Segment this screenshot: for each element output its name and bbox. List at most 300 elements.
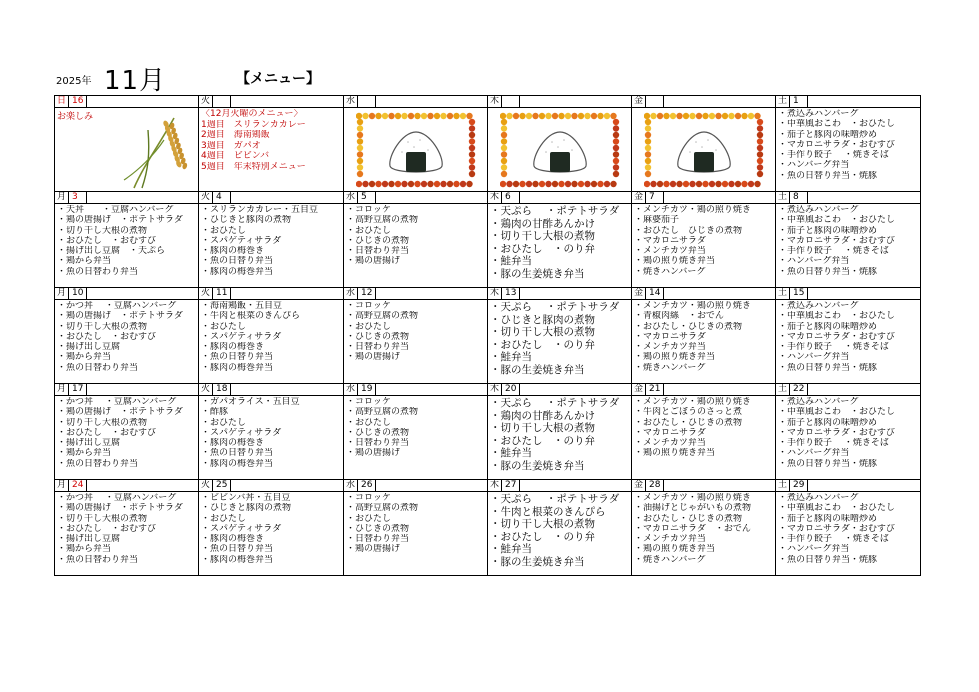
menu-item: ・切り干し大根の煮物 (490, 230, 595, 242)
day-menu-cell (55, 204, 199, 288)
day-menu-cell (344, 396, 488, 480)
menu-item: ・ハンバーグ弁当 (778, 352, 850, 363)
menu-item: ・おひたし ・のり弁 (490, 338, 595, 351)
day-number: 13 (502, 288, 520, 299)
menu-item: ・鶏の唐揚げ ・ポテトサラダ (57, 407, 183, 418)
menu-item: ・コロッケ (346, 493, 391, 503)
day-header (632, 96, 776, 108)
day-menu-cell (776, 300, 921, 384)
menu-item: ・おひたし ・のり弁 (490, 530, 595, 543)
weekday-label: 木 (488, 192, 502, 203)
menu-item: ・煮込みハンバーグ (778, 205, 859, 215)
menu-item: ・揚げ出し豆腐 ・天ぷら (57, 246, 166, 257)
menu-item: ・豚の生姜焼き弁当 (490, 459, 585, 472)
menu-item: ・マカロニサラダ・おむすび (778, 427, 895, 438)
menu-item: ・煮込みハンバーグ (778, 301, 859, 311)
weekday-label: 火 (199, 480, 213, 491)
menu-item: ・高野豆腐の煮物 (346, 407, 419, 418)
day-menu-cell (55, 108, 199, 192)
menu-item: ・天丼 ・豆腐ハンバーグ (57, 205, 174, 215)
menu-list (344, 492, 487, 555)
menu-item: ・メンチカツ弁当 (634, 534, 706, 545)
menu-item: ・揚げ出し豆腐 (57, 438, 121, 449)
menu-item: ・鶏から弁当 (57, 448, 112, 459)
menu-item: ・鶏から弁当 (57, 352, 112, 363)
day-menu-cell (488, 204, 632, 288)
day-number: 19 (358, 384, 376, 395)
menu-item: ・切り干し大根の煮物 (57, 513, 148, 524)
menu-item: ・手作り餃子 ・焼きそば (778, 534, 889, 545)
menu-item: ・豚の生姜焼き弁当 (490, 555, 585, 568)
menu-item: ・マカロニサラダ (634, 331, 706, 342)
menu-list (55, 300, 198, 373)
day-number: 21 (646, 384, 664, 395)
menu-item: ・中華風おこわ ・おひたし (778, 407, 896, 418)
menu-list (776, 396, 920, 469)
menu-list (55, 492, 198, 565)
menu-item: ・日替わり弁当 (346, 246, 410, 257)
day-menu-cell (488, 300, 632, 384)
menu-item: ・魚の日替り弁当・焼豚 (778, 362, 878, 373)
day-header (199, 192, 344, 204)
menu-item: ・切り干し大根の煮物 (57, 417, 148, 428)
menu-item: ・メンチカツ弁当 (634, 438, 706, 449)
menu-item: 3週目 ガパオ (201, 140, 261, 151)
menu-item: ・鮭弁当 (490, 255, 532, 267)
onigiri-autumn-leaves-illustration (644, 112, 764, 188)
menu-item: ・揚げ出し豆腐 (57, 534, 121, 545)
menu-item: ・切り干し大根の煮物 (490, 422, 595, 434)
menu-item: ・コロッケ (346, 205, 391, 215)
weekday-label: 火 (199, 288, 213, 299)
day-menu-cell (488, 108, 632, 192)
weekday-label: 日 (55, 96, 69, 107)
menu-item: ・かつ丼 ・豆腐ハンバーグ (57, 397, 177, 407)
weekday-label: 金 (632, 192, 646, 203)
weekday-label: 火 (199, 192, 213, 203)
day-menu-cell (488, 492, 632, 576)
menu-item: ・手作り餃子 ・焼きそば (778, 150, 889, 161)
menu-item: ・鶏肉の甘酢あんかけ (490, 217, 595, 230)
day-header (55, 192, 199, 204)
onigiri-autumn-leaves-illustration (356, 112, 476, 188)
day-header (344, 480, 488, 492)
menu-item: ・魚の日替わり弁当 (57, 266, 139, 277)
menu-list (344, 204, 487, 267)
weekday-label: 土 (776, 288, 790, 299)
day-number (646, 96, 664, 107)
weekday-label: 土 (776, 96, 790, 107)
menu-item: ・日替わり弁当 (346, 534, 410, 545)
weekday-label: 土 (776, 480, 790, 491)
menu-item: ・メンチカツ・鶏の照り焼き (634, 397, 751, 407)
menu-item: ・スパゲティサラダ (201, 235, 282, 246)
menu-item: ・スパゲティサラダ (201, 427, 282, 438)
day-menu-cell (632, 204, 776, 288)
menu-item: ・マカロニサラダ (634, 235, 706, 246)
day-number (213, 96, 231, 107)
menu-item: ・天ぷら ・ポテトサラダ (490, 205, 620, 217)
menu-item: ・鶏の唐揚げ (346, 448, 401, 459)
day-header (488, 480, 632, 492)
weekday-label: 月 (55, 384, 69, 395)
day-number: 14 (646, 288, 664, 299)
day-header (632, 384, 776, 396)
weekday-label: 水 (344, 288, 358, 299)
menu-list (199, 492, 343, 565)
menu-item: ・マカロニサラダ・おむすび (778, 139, 895, 150)
calendar-month: 11月 (104, 66, 167, 96)
menu-list (488, 204, 631, 280)
day-number: 24 (69, 480, 87, 491)
day-menu-cell (344, 300, 488, 384)
menu-item: ・魚の日替り弁当 (201, 256, 274, 267)
menu-list (344, 396, 487, 459)
day-number: 25 (213, 480, 231, 491)
menu-item: ・海南鶏飯・五目豆 (201, 301, 283, 311)
menu-item: ・手作り餃子 ・焼きそば (778, 438, 889, 449)
menu-list (632, 300, 775, 373)
day-menu-cell (344, 204, 488, 288)
menu-item: ・おひたし (346, 321, 392, 332)
menu-item: ・麻婆茄子 (634, 215, 680, 226)
menu-item: ・中華風おこわ ・おひたし (778, 119, 896, 130)
weekday-label: 火 (199, 96, 213, 107)
next-month-notice (199, 108, 343, 172)
menu-item: ・鶏の唐揚げ (346, 352, 401, 363)
menu-item: ・おひたし (346, 417, 392, 428)
day-header (776, 96, 921, 108)
day-header (776, 480, 921, 492)
menu-item: ・ハンバーグ弁当 (778, 544, 850, 555)
menu-item: ・酢豚 (201, 407, 229, 418)
menu-item: ・メンチカツ・鶏の照り焼き (634, 493, 751, 503)
menu-item: ・おひたし (346, 513, 392, 524)
menu-item: ・豚肉の梅巻弁当 (201, 266, 274, 277)
day-menu-cell (776, 396, 921, 480)
menu-item: ・メンチカツ・鶏の照り焼き (634, 205, 751, 215)
day-menu-cell (632, 396, 776, 480)
weekday-label: 水 (344, 96, 358, 107)
day-number: 15 (790, 288, 808, 299)
menu-item: ・おひたし (201, 225, 247, 236)
menu-item: ・ハンバーグ弁当 (778, 256, 850, 267)
menu-item: ・高野豆腐の煮物 (346, 215, 419, 226)
menu-item: ・鶏の唐揚げ ・ポテトサラダ (57, 215, 183, 226)
day-header (632, 288, 776, 300)
day-header (776, 192, 921, 204)
menu-item: ・おひたし・ひじきの煮物 (634, 417, 743, 428)
day-number: 29 (790, 480, 808, 491)
day-number: 22 (790, 384, 808, 395)
menu-item: ・揚げ出し豆腐 (57, 342, 121, 353)
day-header (488, 288, 632, 300)
menu-item: ・メンチカツ・鶏の照り焼き (634, 301, 751, 311)
day-menu-cell (55, 396, 199, 480)
menu-item: ・コロッケ (346, 397, 391, 407)
menu-item: ・おひたし ・おむすび (57, 331, 157, 342)
menu-item: ・焼きハンバーグ (634, 266, 706, 277)
menu-item: ・マカロニサラダ・おむすび (778, 523, 895, 534)
day-header (632, 192, 776, 204)
menu-item: ・豚の生姜焼き弁当 (490, 363, 585, 376)
day-menu-cell (776, 108, 921, 192)
menu-item: ・ひじきと豚肉の煮物 (201, 215, 292, 226)
day-number: 28 (646, 480, 664, 491)
weekday-label: 金 (632, 384, 646, 395)
menu-item: ・天ぷら ・ポテトサラダ (490, 301, 620, 313)
day-menu-cell (632, 300, 776, 384)
day-number: 12 (358, 288, 376, 299)
menu-item: ・ハンバーグ弁当 (778, 160, 850, 171)
weekday-label: 土 (776, 384, 790, 395)
menu-item: ・豚肉の梅巻き (201, 534, 265, 545)
weekday-label: 木 (488, 96, 502, 107)
menu-item: ・牛肉と根菜のきんぴら (201, 311, 301, 322)
day-number (358, 96, 376, 107)
menu-item: ・ひじきと豚肉の煮物 (490, 313, 595, 326)
menu-item: ・青椒肉絲 ・おでん (634, 311, 724, 322)
weekday-label: 水 (344, 384, 358, 395)
menu-item: ・切り干し大根の煮物 (490, 326, 595, 338)
day-header (199, 288, 344, 300)
day-header (55, 384, 199, 396)
menu-list (632, 492, 775, 565)
menu-item: ・かつ丼 ・豆腐ハンバーグ (57, 301, 177, 311)
day-menu-cell (199, 108, 344, 192)
menu-item: ・おひたし ・のり弁 (490, 242, 595, 255)
menu-item: ・鶏の唐揚げ (346, 544, 401, 555)
day-menu-cell (344, 492, 488, 576)
menu-list (55, 396, 198, 469)
menu-item: 1週目 スリランカカレー (201, 119, 306, 130)
menu-item: ・鶏の照り焼き弁当 (634, 544, 716, 555)
day-header (344, 96, 488, 108)
menu-item: ・魚の日替わり弁当 (57, 458, 139, 469)
menu-item: ・マカロニサラダ (634, 427, 706, 438)
day-header (344, 384, 488, 396)
day-header (488, 192, 632, 204)
menu-item: ・豚の生姜焼き弁当 (490, 267, 585, 280)
menu-item: ・鮭弁当 (490, 351, 532, 363)
menu-item: ・魚の日替わり弁当 (57, 554, 139, 565)
menu-item: ・かつ丼 ・豆腐ハンバーグ (57, 493, 177, 503)
menu-list (632, 396, 775, 459)
menu-item: ・おひたし ・のり弁 (490, 434, 595, 447)
menu-item: ・ビビンバ丼・五目豆 (201, 493, 291, 503)
onigiri-autumn-leaves-illustration (500, 112, 620, 188)
menu-item: ・魚の日替り弁当・焼豚 (778, 170, 878, 181)
menu-item: ・中華風おこわ ・おひたし (778, 503, 896, 514)
menu-item: ・茄子と豚肉の味噌炒め (778, 129, 878, 140)
menu-item: ・ひじきの煮物 (346, 235, 410, 246)
calendar-year: 2025年 (56, 76, 92, 87)
day-header (488, 96, 632, 108)
day-number (502, 96, 520, 107)
menu-item: 4週目 ビビンバ (201, 151, 270, 161)
menu-item: ・日替わり弁当 (346, 342, 410, 353)
day-header (632, 480, 776, 492)
menu-item: ・ハンバーグ弁当 (778, 448, 850, 459)
menu-list (55, 204, 198, 277)
menu-item: ・鶏の照り焼き弁当 (634, 448, 716, 459)
menu-item: ・牛肉とごぼうのさっと煮 (634, 407, 743, 418)
day-menu-cell (55, 492, 199, 576)
day-header (55, 480, 199, 492)
day-number: 20 (502, 384, 520, 395)
weekday-label: 月 (55, 288, 69, 299)
day-menu-cell (632, 108, 776, 192)
menu-item: ・ひじきと豚肉の煮物 (201, 503, 292, 514)
menu-item: ・茄子と豚肉の味噌炒め (778, 321, 878, 332)
weekday-label: 水 (344, 192, 358, 203)
menu-item: 2週目 海南鶏飯 (201, 130, 270, 140)
menu-item: ・おひたし ・おむすび (57, 523, 157, 534)
menu-item: 〈12月火曜のメニュー〉 (201, 109, 303, 119)
menu-item: ・おひたし (201, 513, 247, 524)
menu-item: ・切り干し大根の煮物 (57, 225, 148, 236)
menu-item: ・鮭弁当 (490, 543, 532, 555)
day-header (344, 192, 488, 204)
menu-item: ・メンチカツ弁当 (634, 246, 706, 257)
menu-item: ・魚の日替り弁当 (201, 352, 274, 363)
day-header (344, 288, 488, 300)
menu-item: ・鶏から弁当 (57, 544, 112, 555)
weekday-label: 金 (632, 480, 646, 491)
menu-item: ・魚の日替り弁当 (201, 448, 274, 459)
day-number: 26 (358, 480, 376, 491)
menu-item: ・鶏から弁当 (57, 256, 112, 267)
day-number: 10 (69, 288, 87, 299)
weekday-label: 金 (632, 96, 646, 107)
menu-item: ・牛肉と根菜のきんぴら (490, 505, 606, 518)
day-number: 7 (646, 192, 664, 203)
day-header (55, 96, 199, 108)
menu-item: ・ひじきの煮物 (346, 331, 410, 342)
menu-item: ・中華風おこわ ・おひたし (778, 215, 896, 226)
day-number: 11 (213, 288, 231, 299)
menu-item: ・豚肉の梅巻弁当 (201, 362, 274, 373)
menu-item: ・天ぷら ・ポテトサラダ (490, 397, 620, 409)
menu-item: ・コロッケ (346, 301, 391, 311)
menu-item: ・切り干し大根の煮物 (57, 321, 148, 332)
menu-item: ・中華風おこわ ・おひたし (778, 311, 896, 322)
menu-list (199, 204, 343, 277)
menu-item: ・油揚げとじゃがいもの煮物 (634, 503, 752, 514)
page-title: 【メニュー】 (236, 71, 320, 87)
menu-item: ・ひじきの煮物 (346, 523, 410, 534)
menu-item: ・おひたし (346, 225, 392, 236)
menu-item: ・茄子と豚肉の味噌炒め (778, 417, 878, 428)
day-menu-cell (344, 108, 488, 192)
rice-plant-illustration (114, 110, 194, 190)
day-menu-cell (199, 396, 344, 480)
menu-item: ・おひたし・ひじきの煮物 (634, 321, 743, 332)
menu-item: ・鶏の照り焼き弁当 (634, 256, 716, 267)
day-header (776, 384, 921, 396)
menu-item: ・スパゲティサラダ (201, 523, 282, 534)
weekday-label: 木 (488, 288, 502, 299)
day-number: 27 (502, 480, 520, 491)
menu-item: ・鶏の唐揚げ (346, 256, 401, 267)
day-header (55, 288, 199, 300)
menu-item: ・高野豆腐の煮物 (346, 503, 419, 514)
day-menu-cell (199, 492, 344, 576)
weekday-label: 月 (55, 192, 69, 203)
day-menu-cell (488, 396, 632, 480)
day-number: 1 (790, 96, 808, 107)
day-header (488, 384, 632, 396)
day-number: 5 (358, 192, 376, 203)
menu-item: ・メンチカツ弁当 (634, 342, 706, 353)
day-menu-cell (776, 204, 921, 288)
day-menu-cell (199, 300, 344, 384)
menu-list (488, 492, 631, 568)
weekday-label: 月 (55, 480, 69, 491)
menu-item: ・鮭弁当 (490, 447, 532, 459)
menu-list (632, 204, 775, 277)
menu-item: ・スパゲティサラダ (201, 331, 282, 342)
menu-item: ・手作り餃子 ・焼きそば (778, 246, 889, 257)
menu-item: 5週目 年末特別メニュー (201, 161, 306, 172)
day-number: 8 (790, 192, 808, 203)
menu-item: ・煮込みハンバーグ (778, 109, 859, 119)
menu-item: ・鶏の唐揚げ ・ポテトサラダ (57, 503, 183, 514)
menu-item: ・豚肉の梅巻弁当 (201, 458, 274, 469)
menu-item: ・おひたし ひじきの煮物 (634, 225, 743, 236)
menu-item: ・鶏肉の甘酢あんかけ (490, 409, 595, 422)
day-number: 17 (69, 384, 87, 395)
menu-list (776, 108, 920, 181)
menu-item: ・魚の日替わり弁当 (57, 362, 139, 373)
menu-item: ・マカロニサラダ・おむすび (778, 331, 895, 342)
menu-item: ・豚肉の梅巻き (201, 342, 265, 353)
weekday-label: 土 (776, 192, 790, 203)
menu-item: ・おひたし (201, 321, 247, 332)
day-header (199, 96, 344, 108)
menu-item: ・豚肉の梅巻弁当 (201, 554, 274, 565)
menu-item: ・魚の日替り弁当・焼豚 (778, 458, 878, 469)
day-menu-cell (55, 300, 199, 384)
weekday-label: 火 (199, 384, 213, 395)
menu-item: ・おひたし・ひじきの煮物 (634, 513, 743, 524)
menu-calendar (54, 95, 921, 576)
day-number: 18 (213, 384, 231, 395)
menu-item: ・おひたし (201, 417, 247, 428)
menu-list (488, 300, 631, 376)
day-menu-cell (776, 492, 921, 576)
day-number: 3 (69, 192, 87, 203)
menu-item: ・魚の日替り弁当・焼豚 (778, 554, 878, 565)
menu-item: ・ひじきの煮物 (346, 427, 410, 438)
menu-list (776, 492, 920, 565)
menu-item: ・手作り餃子 ・焼きそば (778, 342, 889, 353)
day-menu-cell (632, 492, 776, 576)
menu-list (199, 396, 343, 469)
day-number: 4 (213, 192, 231, 203)
menu-list (488, 396, 631, 472)
day-number: 6 (502, 192, 520, 203)
day-number: 16 (69, 96, 87, 107)
menu-item: ・焼きハンバーグ (634, 362, 706, 373)
menu-item: ・魚の日替り弁当・焼豚 (778, 266, 878, 277)
menu-item: ・鶏の照り焼き弁当 (634, 352, 716, 363)
menu-item: ・切り干し大根の煮物 (490, 518, 595, 530)
menu-item: ・豚肉の梅巻き (201, 438, 265, 449)
menu-item: ・スリランカカレー・五目豆 (201, 205, 319, 215)
menu-item: ・天ぷら ・ポテトサラダ (490, 493, 620, 505)
weekday-label: 木 (488, 384, 502, 395)
